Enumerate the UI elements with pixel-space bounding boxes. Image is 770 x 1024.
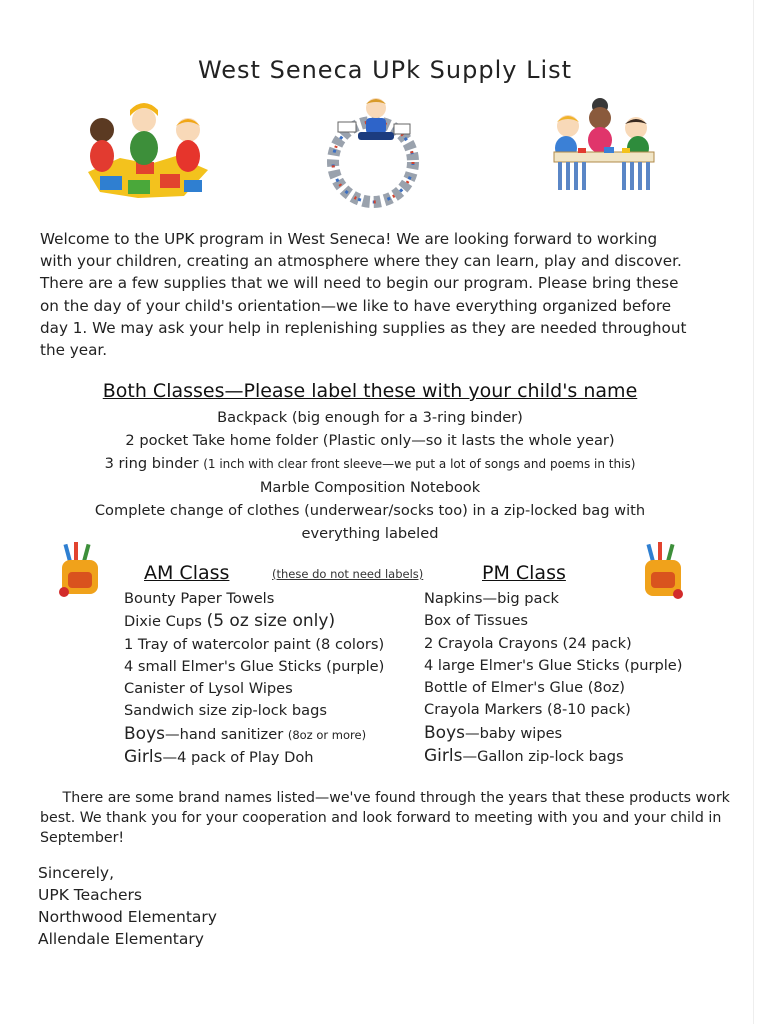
no-label-note: (these do not need labels) (272, 567, 424, 581)
boys-item: —baby wipes (464, 724, 563, 742)
intro-line: Welcome to the UPK program in West Seneca! We are looking forward to working (40, 230, 658, 248)
boys-label: Boys (124, 723, 165, 744)
both-classes-list (0, 406, 740, 545)
pm-item (424, 722, 682, 745)
welcome-paragraph (40, 228, 700, 361)
am-class-list (124, 588, 384, 769)
intro-line: There are a few supplies that we will need to begin our program. Please bring these (40, 274, 679, 293)
closing-line: September! (40, 830, 125, 846)
pm-class-list (424, 588, 682, 768)
page-edge (753, 0, 754, 1024)
girls-item: —Gallon zip-lock bags (462, 748, 624, 766)
am-item (124, 746, 384, 769)
both-classes-heading: Both Classes—Please label these with your child's name (102, 380, 638, 402)
closing-line: best. We thank you for your cooperation and look forward to meeting with you and your child in (40, 810, 722, 826)
pm-item (424, 745, 682, 768)
pm-item: 2 Crayola Crayons (24 pack) (424, 634, 632, 652)
am-item (124, 610, 384, 633)
closing-line: There are some brand names listed—we've found through the years that these products work (40, 790, 730, 806)
school-name: Northwood Elementary (38, 908, 217, 926)
backpack-clipart (58, 542, 102, 598)
am-class-heading: AM Class (144, 562, 230, 584)
pm-item: Napkins—big pack (424, 590, 559, 607)
girls-label: Girls (424, 746, 463, 767)
child-with-books-clipart (318, 94, 428, 214)
pm-item: Box of Tissues (424, 612, 529, 630)
both-item: 2 pocket Take home folder (Plastic only—so it lasts the whole year) (125, 432, 615, 449)
pm-class-heading: PM Class (482, 562, 566, 584)
am-item: 1 Tray of watercolor paint (8 colors) (124, 635, 385, 653)
page-title: West Seneca UPk Supply List (197, 56, 573, 84)
both-item: Marble Composition Notebook (259, 479, 481, 496)
intro-line: day 1. We may ask your help in replenishing supplies as they are needed throughout (40, 318, 687, 337)
boys-detail: (8oz or more) (287, 727, 367, 742)
pm-item: Crayola Markers (8-10 pack) (424, 701, 631, 719)
am-item (124, 723, 384, 746)
kids-puzzle-clipart (80, 100, 218, 200)
boys-label: Boys (424, 722, 465, 743)
intro-line: the year. (40, 341, 108, 360)
binder-item: 3 ring binder (104, 455, 199, 472)
both-item: Backpack (big enough for a 3-ring binder) (217, 409, 523, 426)
both-item: Complete change of clothes (underwear/socks too) in a zip-locked bag with (94, 502, 646, 519)
both-item: everything labeled (301, 525, 439, 542)
am-item: Bounty Paper Towels (124, 590, 275, 607)
kids-at-table-clipart (548, 96, 660, 194)
girls-item: —4 pack of Play Doh (162, 749, 314, 767)
signature-block (38, 862, 217, 950)
signoff: Sincerely, (38, 864, 115, 882)
intro-line: with your children, creating an atmosphere where they can learn, play and discover. (40, 252, 682, 271)
pm-item: Bottle of Elmer's Glue (8oz) (424, 679, 625, 697)
girls-label: Girls (124, 747, 163, 768)
dixie-size: (5 oz size only) (206, 611, 336, 632)
school-name: Allendale Elementary (38, 930, 204, 948)
both-item (0, 452, 740, 476)
dixie-cups: Dixie Cups (124, 613, 202, 631)
am-item: Sandwich size zip-lock bags (124, 702, 327, 720)
closing-paragraph (40, 788, 730, 848)
boys-item: —hand sanitizer (164, 725, 284, 743)
signer: UPK Teachers (38, 886, 142, 904)
am-item: 4 small Elmer's Glue Sticks (purple) (124, 657, 385, 675)
intro-line: on the day of your child's orientation—we like to have everything organized before (40, 296, 672, 315)
binder-detail: (1 inch with clear front sleeve—we put a lot of songs and poems in this) (203, 457, 636, 471)
pm-item: 4 large Elmer's Glue Sticks (purple) (424, 656, 683, 674)
am-item: Canister of Lysol Wipes (124, 680, 293, 698)
